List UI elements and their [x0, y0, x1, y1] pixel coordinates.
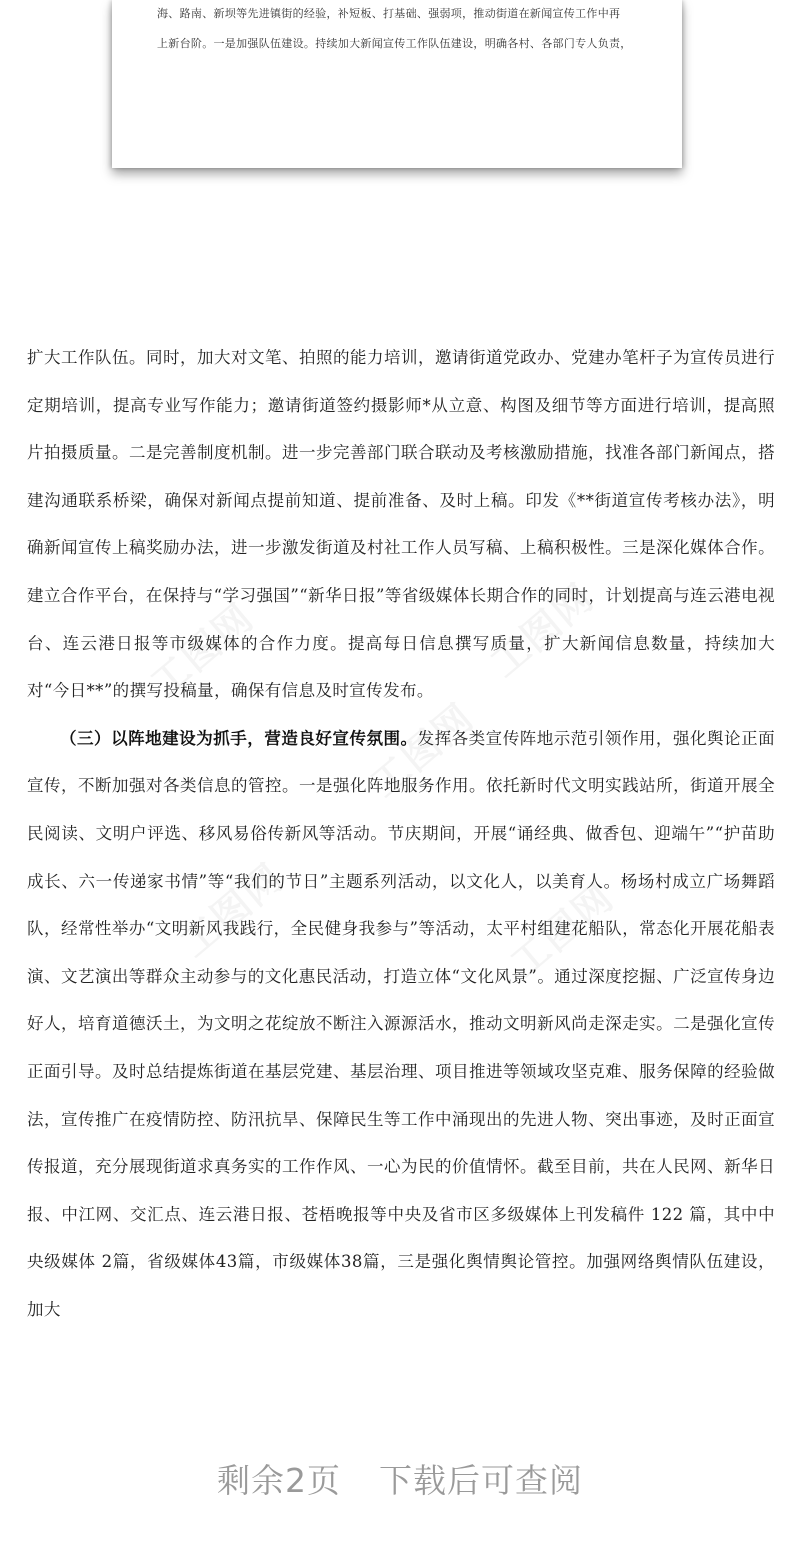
document-body — [27, 334, 775, 1333]
download-label[interactable]: 下载后可查阅 — [379, 1461, 583, 1500]
download-prompt[interactable] — [0, 1455, 800, 1502]
remaining-pages-label[interactable]: 剩余2页 — [217, 1461, 341, 1500]
paragraph — [27, 715, 775, 1334]
section-heading: （三）以阵地建设为抓手，营造良好宣传氛围。 — [60, 728, 418, 748]
preview-line: 海、路南、新坝等先进镇街的经验，补短板、打基础、强弱项，推动街道在新闻宣传工作中再 — [157, 7, 621, 20]
page-preview-card — [112, 0, 682, 168]
paragraph: 扩大工作队伍。同时，加大对文笔、拍照的能力培训，邀请街道党政办、党建办笔杆子为宣传员进行定期培训，提高专业写作能力；邀请街道签约摄影师*从立意、构图及细节等方面进行培训，提高照片拍摄质量。二是完善制度机制。进一步完善部门联合联动及考核激励措施，找准各部门新闻点，搭建沟通联系桥梁，确保对新闻点提前知道、提前准备、及时上稿。印发《**街道宣传考核办法》，明确新闻宣传上稿奖励办法，进一步激发街道及村社工作人员写稿、上稿积极性。三是深化媒体合作。建立合作平台，在保持与“学习强国”“新华日报”等省级媒体长期合作的同时，计划提高与连云港电视台、连云港日报等市级媒体的合作力度。提高每日信息撰写质量，扩大新闻信息数量，持续加大对“今日**”的撰写投稿量，确保有信息及时宣传发布。 — [27, 348, 775, 701]
preview-line: 上新台阶。一是加强队伍建设。持续加大新闻宣传工作队伍建设，明确各村、各部门专人负责， — [157, 37, 632, 50]
paragraph-text: 发挥各类宣传阵地示范引领作用，强化舆论正面宣传，不断加强对各类信息的管控。一是强化阵地服务作用。依托新时代文明实践站所，街道开展全民阅读、文明户评选、移风易俗传新风等活动。节庆期间，开展“诵经典、做香包、迎端午”“护苗助成长、六一传递家书情”等“我们的节日”主题系列活动，以文化人，以美育人。杨场村成立广场舞蹈队，经常性举办“文明新风我践行，全民健身我参与”等活动，太平村组建花船队，常态化开展花船表演、文艺演出等群众主动参与的文化惠民活动，打造立体“文化风景”。通过深度挖掘、广泛宣传身边好人，培育道德沃土，为文明之花绽放不断注入源源活水，推动文明新风尚走深走实。二是强化宣传正面引导。及时总结提炼街道在基层党建、基层治理、项目推进等领域攻坚克难、服务保障的经验做法，宣传推广在疫情防控、防汛抗旱、保障民生等工作中涌现出的先进人物、突出事迹，及时正面宣传报道，充分展现街道求真务实的工作作风、一心为民的价值情怀。截至目前，共在人民网、新华日报、中江网、交汇点、连云港日报、苍梧晚报等中央及省市区多级媒体上刊发稿件 122 篇，其中中央级媒体 2篇，省级媒体43篇，市级媒体38篇，三是强化舆情舆论管控。加强网络舆情队伍建设，加大 — [27, 728, 775, 1319]
